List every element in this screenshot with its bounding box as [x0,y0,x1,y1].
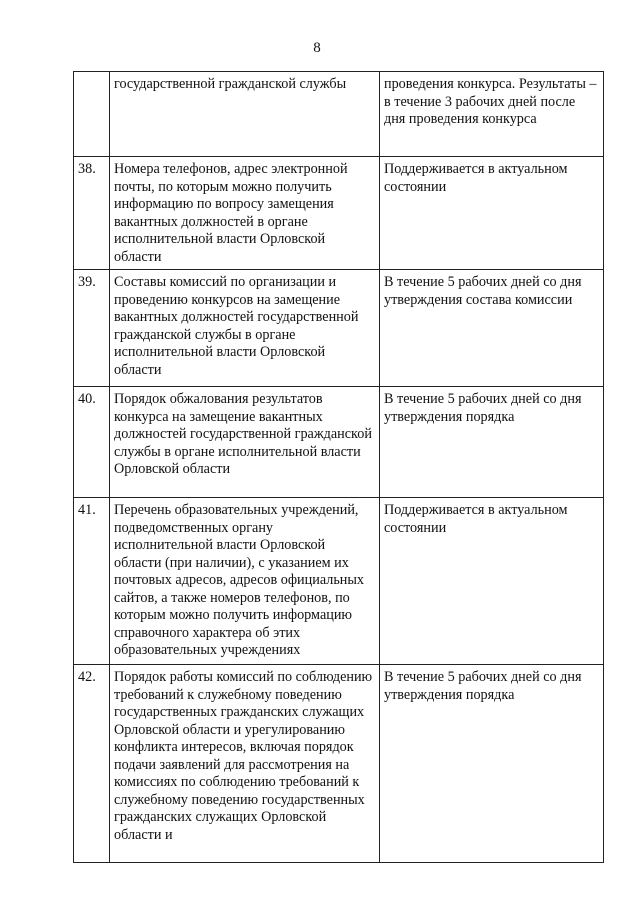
row-number: 39. [74,270,110,387]
table-row [74,270,604,387]
info-cell: Порядок обжалования результатов конкурса на замещение вакантных должностей государственной гражданской службы в органе исполнительной власти Орловской области [110,387,380,498]
term-cell: В течение 5 рабочих дней со дня утверждения порядка [380,665,604,863]
table-row [74,72,604,157]
row-number: 38. [74,157,110,270]
page-number: 8 [313,40,321,56]
info-cell: Перечень образовательных учреждений, подведомственных органу исполнительной власти Орловской области (при наличии), с указанием их почтовых адресов, адресов официальных сайтов, а также номеров телефонов, по которым можно получить информацию справочного характера об этих образовательных учреждениях [110,498,380,665]
term-cell: Поддерживается в актуальном состоянии [380,498,604,665]
term-cell: Поддерживается в актуальном состоянии [380,157,604,270]
row-number: 42. [74,665,110,863]
term-cell: В течение 5 рабочих дней со дня утверждения порядка [380,387,604,498]
info-cell: Порядок работы комиссий по соблюдению требований к служебному поведению государственных гражданских служащих Орловской области и урегулированию конфликта интересов, включая порядок подачи заявлений для рассмотрения на комиссиях по соблюдению требований к служебному поведению государственных гражданских служащих Орловской области и [110,665,380,863]
table-row [74,665,604,863]
row-number: 41. [74,498,110,665]
term-cell: В течение 5 рабочих дней со дня утверждения состава комиссии [380,270,604,387]
table-row [74,498,604,665]
info-cell: государственной гражданской службы [110,72,380,157]
row-number: 40. [74,387,110,498]
table-row [74,387,604,498]
disclosure-table [73,71,604,863]
term-cell: проведения конкурса. Результаты – в течение 3 рабочих дней после дня проведения конкурса [380,72,604,157]
info-cell: Номера телефонов, адрес электронной почты, по которым можно получить информацию по вопросу замещения вакантных должностей в органе исполнительной власти Орловской области [110,157,380,270]
row-number [74,72,110,157]
table-row [74,157,604,270]
info-cell: Составы комиссий по организации и проведению конкурсов на замещение вакантных должностей государственной гражданской службы в органе исполнительной власти Орловской области [110,270,380,387]
